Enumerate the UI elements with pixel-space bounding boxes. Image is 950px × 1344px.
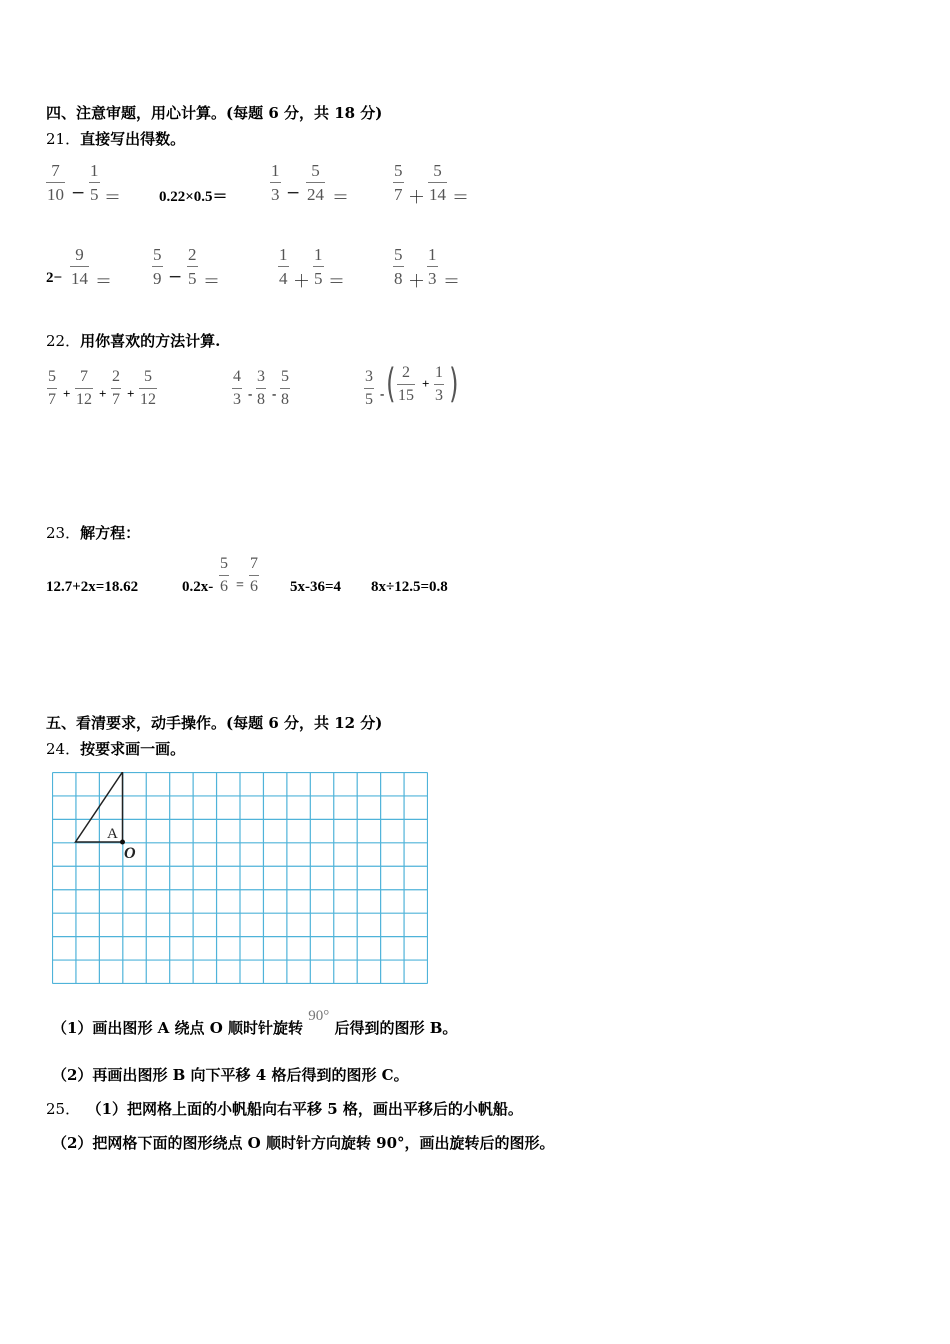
q24-line xyxy=(46,738,185,759)
operator: ＋ xyxy=(408,272,425,292)
fraction: $\frac{1}{5}$ xyxy=(90,161,99,204)
fraction: $\frac{5}{8}$ xyxy=(394,245,403,288)
q23-expr4: 8x÷12.5=0.8 xyxy=(371,579,448,595)
fraction: $\frac{1}{3}$ xyxy=(435,364,443,404)
equals: ＝ xyxy=(203,272,220,292)
q21-row1-expr2: 0.22×0.5＝ xyxy=(159,189,228,205)
q25-line xyxy=(46,1098,523,1119)
operator: − xyxy=(286,183,301,203)
equals: = xyxy=(236,578,244,593)
grid-lines xyxy=(53,773,428,984)
point-o xyxy=(120,840,125,845)
equals: ＝ xyxy=(95,272,112,292)
equals: ＝ xyxy=(332,188,349,208)
fraction: $\frac{5}{7}$ xyxy=(394,161,403,204)
operator: + xyxy=(99,386,107,401)
drawing-grid[interactable] xyxy=(52,772,428,984)
operator: − xyxy=(168,267,183,287)
fraction: $\frac{5}{12}$ xyxy=(140,368,156,408)
lead-term: 2− xyxy=(46,270,63,286)
fraction: $\frac{5}{9}$ xyxy=(153,245,162,288)
label-a: A xyxy=(107,826,118,842)
q24-part2: （2）再画出图形 B 向下平移 4 格后得到的图形 C。 xyxy=(52,1066,409,1084)
q25-part2: （2）把网格下面的图形绕点 O 顺时针方向旋转 90°，画出旋转后的图形。 xyxy=(52,1134,555,1152)
q22-prompt: 用你喜欢的方法计算. xyxy=(80,332,221,350)
fraction: $\frac{1}{5}$ xyxy=(314,245,323,288)
equals: ＝ xyxy=(452,188,469,208)
fraction: $\frac{5}{14}$ xyxy=(429,161,446,204)
fraction: $\frac{7}{10}$ xyxy=(47,161,64,204)
fraction: $\frac{2}{15}$ xyxy=(398,364,414,404)
grid-svg xyxy=(52,772,428,984)
equals: ＝ xyxy=(104,188,121,208)
q23-line xyxy=(46,522,140,543)
lead-term: 0.2x- xyxy=(182,579,214,595)
fraction: $\frac{3}{5}$ xyxy=(365,368,373,408)
section5-title: 五、看清要求，动手操作。(每题 6 分，共 12 分) xyxy=(46,714,383,732)
fraction: $\frac{5}{24}$ xyxy=(307,161,324,204)
fraction: $\frac{2}{7}$ xyxy=(112,368,120,408)
right-paren: ) xyxy=(449,361,459,407)
q24-part1-line xyxy=(52,1008,458,1038)
q24-prompt: 按要求画一画。 xyxy=(80,740,186,758)
equals: ＝ xyxy=(443,272,460,292)
q23-expr1: 12.7+2x=18.62 xyxy=(46,579,139,595)
q22-number: 22． xyxy=(46,332,81,350)
fraction: $\frac{4}{3}$ xyxy=(233,368,241,408)
q21-line xyxy=(46,128,185,149)
operator: + xyxy=(63,386,71,401)
fraction: $\frac{5}{8}$ xyxy=(281,368,289,408)
q23-number: 23． xyxy=(46,524,81,542)
fraction: $\frac{1}{3}$ xyxy=(271,161,280,204)
operator: - xyxy=(248,386,253,401)
q25-number: 25． xyxy=(46,1100,81,1118)
equals: ＝ xyxy=(328,272,345,292)
section4-title: 四、注意审题，用心计算。(每题 6 分，共 18 分) xyxy=(46,104,383,122)
operator: - xyxy=(380,386,385,401)
operator: - xyxy=(272,386,277,401)
fraction: $\frac{1}{4}$ xyxy=(279,245,288,288)
operator: − xyxy=(71,183,86,203)
fraction: $\frac{5}{6}$ xyxy=(220,555,228,595)
q22-line xyxy=(46,330,220,351)
fraction: $\frac{3}{8}$ xyxy=(257,368,265,408)
q24-part1-post: 后得到的图形 B。 xyxy=(334,1019,458,1037)
fraction: $\frac{7}{12}$ xyxy=(76,368,92,408)
q23-prompt: 解方程： xyxy=(80,524,141,542)
rotation-angle: 90° xyxy=(308,1008,330,1024)
q21-prompt: 直接写出得数。 xyxy=(80,130,186,148)
q24-part1-pre: （1）画出图形 A 绕点 O 顺时针旋转 xyxy=(52,1019,304,1037)
q21-number: 21． xyxy=(46,130,81,148)
label-o: O xyxy=(124,845,136,862)
fraction: $\frac{5}{7}$ xyxy=(48,368,56,408)
left-paren: ( xyxy=(386,361,396,407)
fraction: $\frac{1}{3}$ xyxy=(428,245,437,288)
operator: ＋ xyxy=(293,272,310,292)
q24-number: 24． xyxy=(46,740,81,758)
q23-expr3: 5x-36=4 xyxy=(290,579,342,595)
operator: ＋ xyxy=(408,188,425,208)
operator: + xyxy=(422,376,430,391)
q25-part1: （1）把网格上面的小帆船向右平移 5 格，画出平移后的小帆船。 xyxy=(94,1100,523,1118)
fraction: $\frac{9}{14}$ xyxy=(71,245,88,288)
fraction: $\frac{2}{5}$ xyxy=(188,245,197,288)
fraction: $\frac{7}{6}$ xyxy=(250,555,258,595)
operator: + xyxy=(127,386,135,401)
